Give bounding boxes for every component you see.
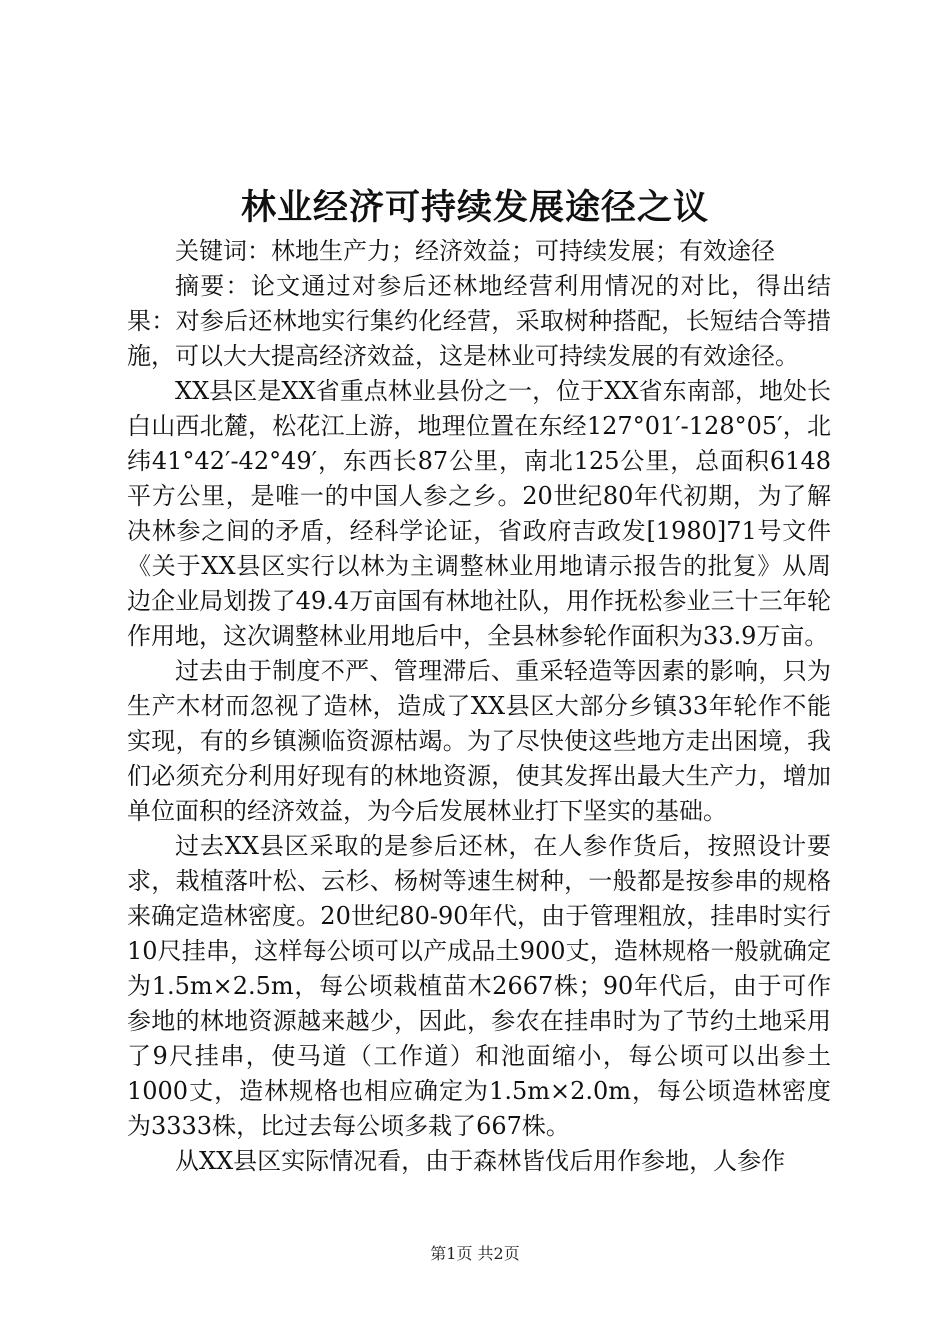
body-paragraph: 从XX县区实际情况看，由于森林皆伐后用作参地，人参作	[175, 1147, 786, 1175]
document-title: 林业经济可持续发展途径之议	[240, 188, 709, 228]
body-paragraph: XX县区是XX省重点林业县份之一，位于XX省东南部，地处长白山西北麓，松花江上游，地理位置在东经127°01′-128°05′，北纬41°42′-42°49′，东西长87公里，南北125公里，总面积6148平方公里，是唯一的中国人参之乡。20世纪80年代初期，为了解决林参之间的矛盾，经科学论证，省政府吉政发[1980]71号文件《关于XX县区实行以林为主调整林业用地请示报告的批复》从周边企业局划拨了49.4万亩国有林地社队，用作抚松参业三十三年轮作用地，这次调整林业用地后中，全县林参轮作面积为33.9万亩。	[127, 377, 831, 650]
page-footer: 第1页 共2页	[430, 1244, 520, 1263]
document-body	[127, 234, 831, 1179]
body-paragraph: 过去由于制度不严、管理滞后、重采轻造等因素的影响，只为生产木材而忽视了造林，造成了XX县区大部分乡镇33年轮作不能实现，有的乡镇濒临资源枯竭。为了尽快使这些地方走出困境，我们必须充分利用好现有的林地资源，使其发挥出最大生产力，增加单位面积的经济效益，为今后发展林业打下坚实的基础。	[127, 657, 831, 825]
abstract-paragraph: 摘要：论文通过对参后还林地经营利用情况的对比，得出结果：对参后还林地实行集约化经营，采取树种搭配，长短结合等措施，可以大大提高经济效益，这是林业可持续发展的有效途径。	[127, 272, 831, 370]
keywords-paragraph: 关键词：林地生产力；经济效益；可持续发展；有效途径	[175, 237, 775, 265]
body-paragraph: 过去XX县区采取的是参后还林，在人参作货后，按照设计要求，栽植落叶松、云杉、杨树等速生树种，一般都是按参串的规格来确定造林密度。20世纪80-90年代，由于管理粗放，挂串时实行10尺挂串，这样每公顷可以产成品土900丈，造林规格一般就确定为1.5m×2.5m，每公顷栽植苗木2667株；90年代后，由于可作参地的林地资源越来越少，因此，参农在挂串时为了节约土地采用了9尺挂串，使马道（工作道）和池面缩小，每公顷可以出参土1000丈，造林规格也相应确定为1.5m×2.0m，每公顷造林密度为3333株，比过去每公顷多栽了667株。	[127, 832, 831, 1140]
